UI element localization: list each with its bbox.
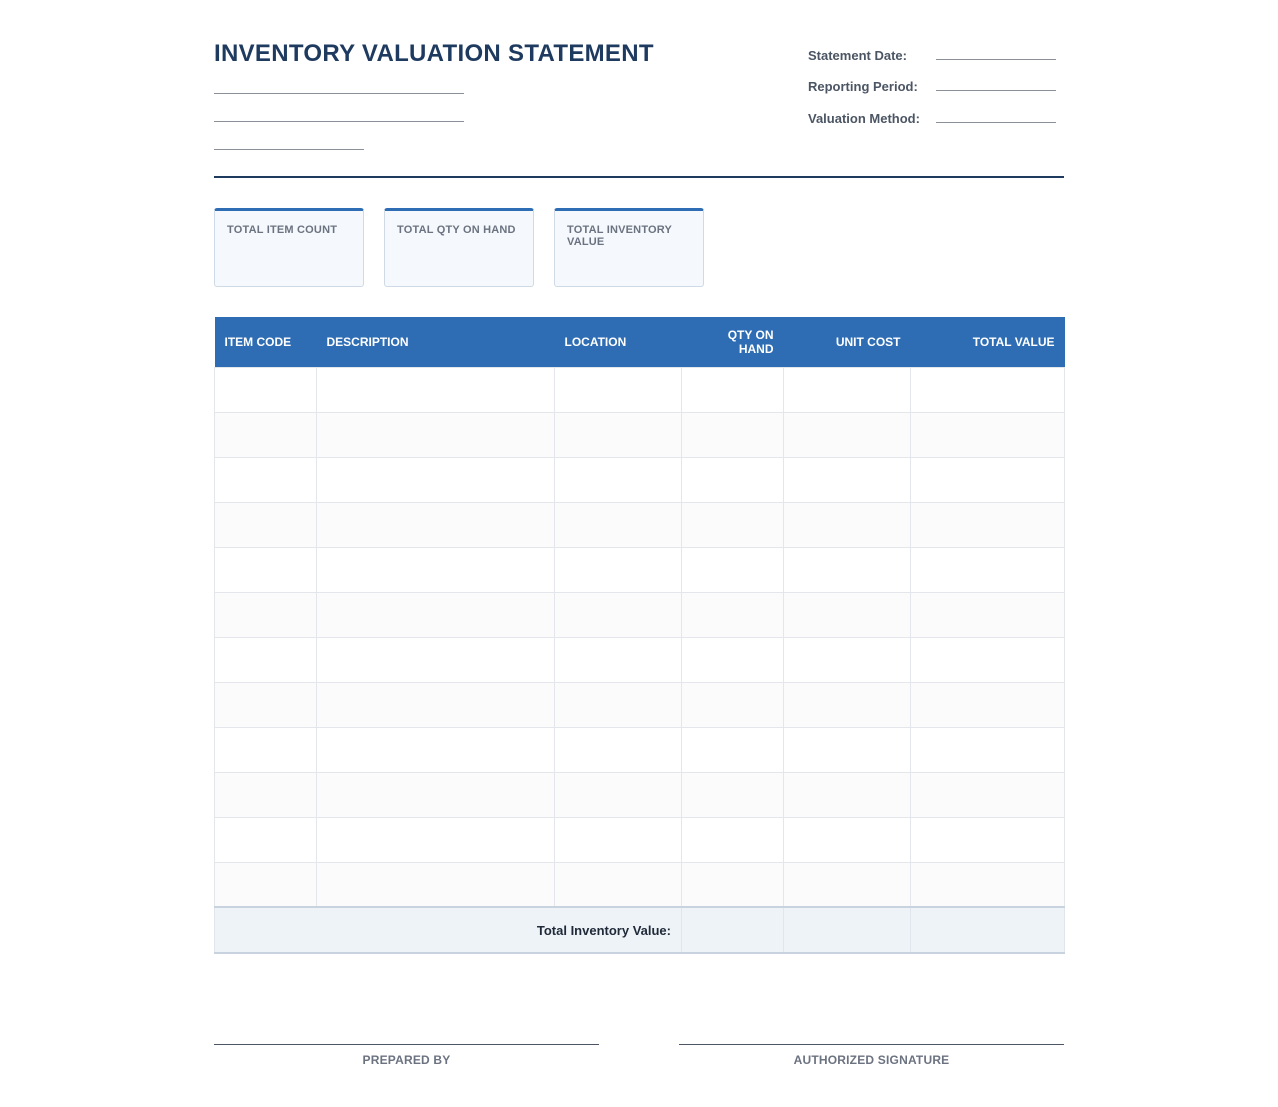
cell-unit-cost[interactable] (784, 682, 911, 727)
table-row (215, 862, 1065, 907)
valuation-method-label: Valuation Method: (808, 111, 920, 126)
document-page (214, 0, 1064, 1107)
column-header-qty-on-hand: QTY ON HAND (682, 317, 784, 367)
cell-item-code[interactable] (215, 592, 317, 637)
table-row (215, 547, 1065, 592)
table-footer-row (215, 907, 1065, 953)
prepared-by-label: PREPARED BY (362, 1053, 451, 1067)
cell-item-code[interactable] (215, 547, 317, 592)
cell-description[interactable] (317, 637, 555, 682)
cell-total-value[interactable] (911, 457, 1065, 502)
header-divider (214, 176, 1064, 178)
cell-total-value[interactable] (911, 817, 1065, 862)
cell-location[interactable] (555, 772, 682, 817)
cell-item-code[interactable] (215, 502, 317, 547)
summary-card-label: TOTAL INVENTORY VALUE (567, 224, 672, 248)
table-row (215, 592, 1065, 637)
summary-card-item-count (214, 208, 364, 287)
cell-qty-on-hand[interactable] (682, 862, 784, 907)
column-header-total-value: TOTAL VALUE (911, 317, 1065, 367)
table-row (215, 727, 1065, 772)
cell-qty-on-hand[interactable] (682, 727, 784, 772)
cell-item-code[interactable] (215, 367, 317, 412)
cell-item-code[interactable] (215, 637, 317, 682)
cell-description[interactable] (317, 772, 555, 817)
cell-qty-on-hand[interactable] (682, 457, 784, 502)
cell-item-code[interactable] (215, 727, 317, 772)
cell-total-value[interactable] (911, 772, 1065, 817)
cell-qty-on-hand[interactable] (682, 502, 784, 547)
cell-qty-on-hand[interactable] (682, 592, 784, 637)
column-header-description: DESCRIPTION (317, 317, 555, 367)
cell-item-code[interactable] (215, 772, 317, 817)
inventory-table (214, 317, 1065, 954)
cell-total-value[interactable] (911, 637, 1065, 682)
cell-location[interactable] (555, 412, 682, 457)
cell-description[interactable] (317, 457, 555, 502)
cell-location[interactable] (555, 637, 682, 682)
column-header-unit-cost: UNIT COST (784, 317, 911, 367)
cell-location[interactable] (555, 502, 682, 547)
cell-total-value[interactable] (911, 412, 1065, 457)
cell-description[interactable] (317, 727, 555, 772)
cell-unit-cost[interactable] (784, 457, 911, 502)
cell-unit-cost[interactable] (784, 817, 911, 862)
table-row (215, 367, 1065, 412)
cell-unit-cost[interactable] (784, 727, 911, 772)
cell-description[interactable] (317, 502, 555, 547)
table-header-row (215, 317, 1065, 367)
cell-description[interactable] (317, 592, 555, 637)
cell-qty-on-hand[interactable] (682, 637, 784, 682)
document-title: INVENTORY VALUATION STATEMENT (214, 40, 654, 67)
cell-description[interactable] (317, 682, 555, 727)
summary-card-qty-on-hand (384, 208, 534, 287)
cell-location[interactable] (555, 862, 682, 907)
table-row (215, 457, 1065, 502)
cell-total-value[interactable] (911, 727, 1065, 772)
cell-unit-cost[interactable] (784, 502, 911, 547)
statement-date-field[interactable] (936, 59, 1056, 60)
cell-item-code[interactable] (215, 412, 317, 457)
cell-unit-cost[interactable] (784, 862, 911, 907)
cell-qty-on-hand[interactable] (682, 817, 784, 862)
cell-item-code[interactable] (215, 817, 317, 862)
summary-card-label: TOTAL QTY ON HAND (397, 224, 516, 236)
authorized-signature-line[interactable] (679, 1044, 1064, 1045)
cell-qty-on-hand[interactable] (682, 682, 784, 727)
cell-item-code[interactable] (215, 682, 317, 727)
cell-unit-cost[interactable] (784, 637, 911, 682)
reporting-period-label: Reporting Period: (808, 79, 918, 94)
cell-total-value[interactable] (911, 547, 1065, 592)
cell-total-value[interactable] (911, 862, 1065, 907)
company-name-line[interactable] (214, 93, 464, 94)
table-row (215, 817, 1065, 862)
summary-card-inventory-value (554, 208, 704, 287)
footer-unit-cost-cell[interactable] (784, 907, 911, 953)
cell-description[interactable] (317, 817, 555, 862)
company-city-line[interactable] (214, 149, 364, 150)
cell-total-value[interactable] (911, 367, 1065, 412)
cell-location[interactable] (555, 817, 682, 862)
cell-item-code[interactable] (215, 862, 317, 907)
valuation-method-field[interactable] (936, 122, 1056, 123)
cell-unit-cost[interactable] (784, 547, 911, 592)
cell-total-value[interactable] (911, 592, 1065, 637)
table-row (215, 637, 1065, 682)
table-row (215, 682, 1065, 727)
cell-location[interactable] (555, 682, 682, 727)
statement-date-label: Statement Date: (808, 48, 907, 63)
table-row (215, 412, 1065, 457)
cell-total-value[interactable] (911, 682, 1065, 727)
summary-card-label: TOTAL ITEM COUNT (227, 224, 338, 236)
cell-qty-on-hand[interactable] (682, 547, 784, 592)
cell-location[interactable] (555, 367, 682, 412)
table-row (215, 772, 1065, 817)
footer-total-value-cell[interactable] (911, 907, 1065, 953)
cell-location[interactable] (555, 727, 682, 772)
cell-description[interactable] (317, 862, 555, 907)
cell-description[interactable] (317, 367, 555, 412)
cell-item-code[interactable] (215, 457, 317, 502)
company-address-line[interactable] (214, 121, 464, 122)
cell-unit-cost[interactable] (784, 772, 911, 817)
column-header-location: LOCATION (555, 317, 682, 367)
cell-location[interactable] (555, 457, 682, 502)
cell-description[interactable] (317, 412, 555, 457)
footer-qty-cell[interactable] (682, 907, 784, 953)
cell-description[interactable] (317, 547, 555, 592)
cell-location[interactable] (555, 592, 682, 637)
cell-qty-on-hand[interactable] (682, 412, 784, 457)
cell-location[interactable] (555, 547, 682, 592)
cell-unit-cost[interactable] (784, 592, 911, 637)
table-row (215, 502, 1065, 547)
cell-unit-cost[interactable] (784, 412, 911, 457)
column-header-item-code: ITEM CODE (215, 317, 317, 367)
total-inventory-value-label: Total Inventory Value: (215, 907, 682, 953)
cell-unit-cost[interactable] (784, 367, 911, 412)
cell-qty-on-hand[interactable] (682, 367, 784, 412)
cell-qty-on-hand[interactable] (682, 772, 784, 817)
prepared-by-signature-line[interactable] (214, 1044, 599, 1045)
authorized-signature-label: AUTHORIZED SIGNATURE (793, 1053, 950, 1067)
reporting-period-field[interactable] (936, 90, 1056, 91)
cell-total-value[interactable] (911, 502, 1065, 547)
